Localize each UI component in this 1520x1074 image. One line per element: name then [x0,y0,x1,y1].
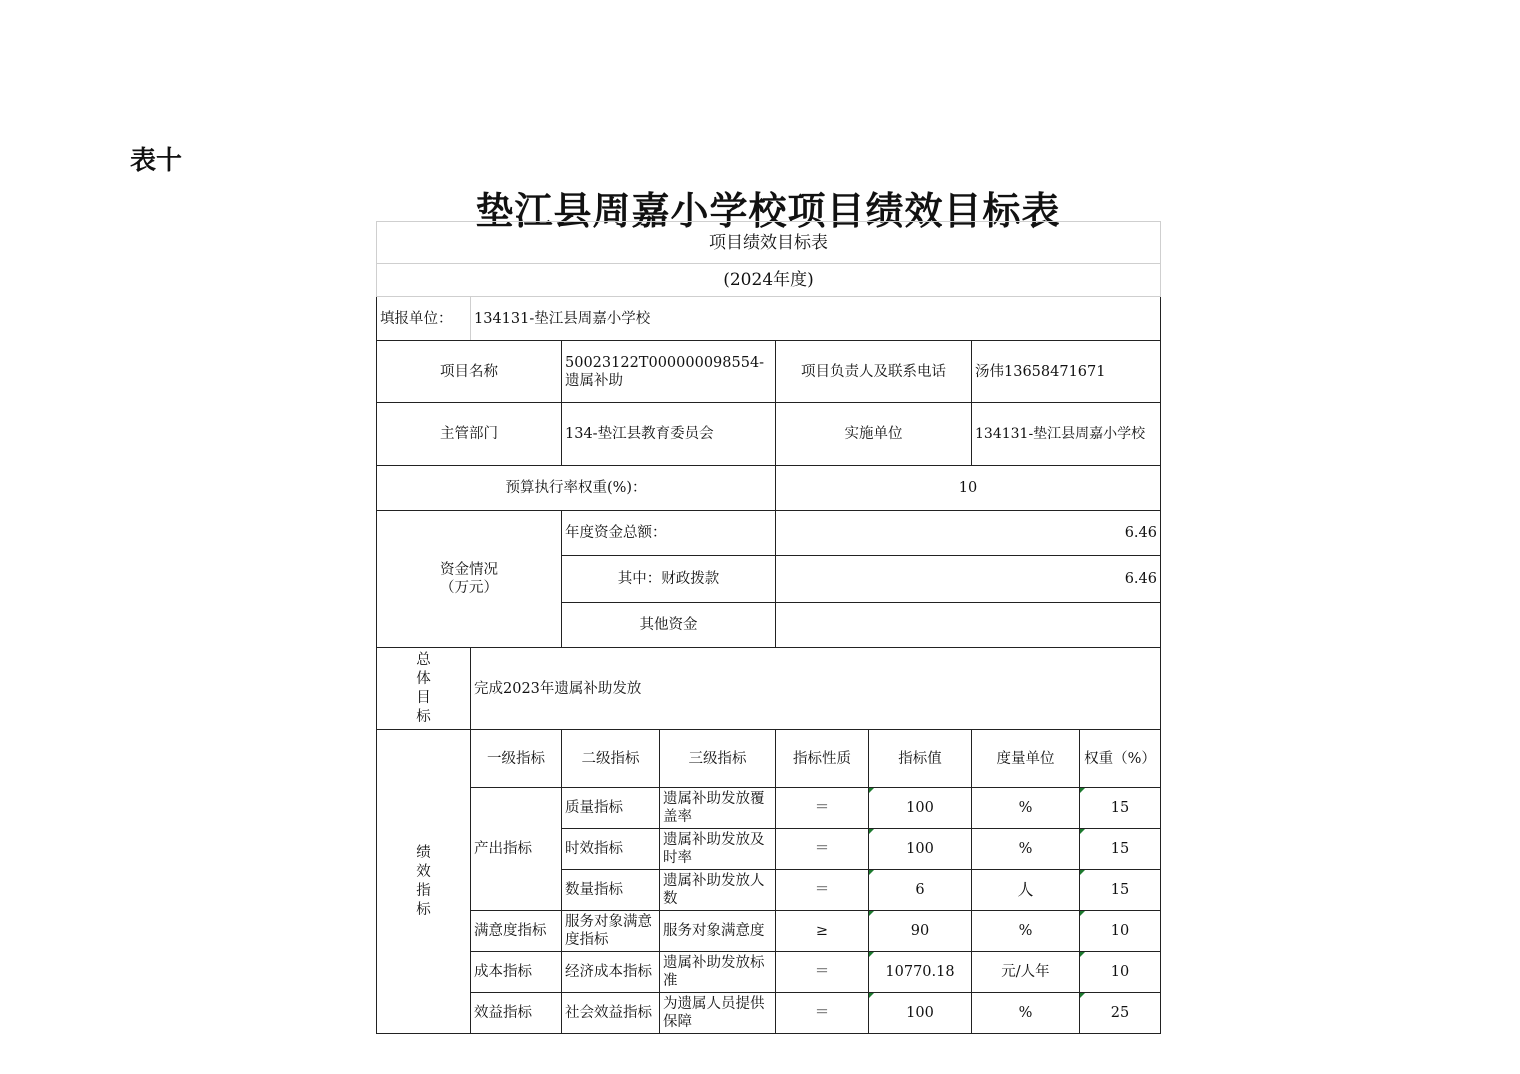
funds-total-label: 年度资金总额： [562,511,776,556]
header-nature: 指标性质 [776,730,869,788]
value-cell: 90 [869,911,972,952]
weight-cell: 10 [1080,911,1161,952]
budget-rate-value: 10 [776,466,1161,511]
level2-cell: 质量指标 [562,788,660,829]
goal-label-char: 标 [416,708,431,725]
funds-other-value [776,603,1161,648]
level1-cell: 产出指标 [471,788,562,911]
table-row [377,952,1161,993]
level3-cell: 遗属补助发放覆盖率 [660,788,776,829]
nature-cell: ＝ [776,870,869,911]
funds-fiscal-value: 6.46 [776,556,1161,603]
weight-cell: 15 [1080,870,1161,911]
funds-label-line2: （万元） [440,580,498,596]
header-unit: 度量单位 [972,730,1080,788]
goal-label-char: 总 [416,651,431,668]
level2-cell: 数量指标 [562,870,660,911]
value-cell: 100 [869,788,972,829]
indicators-label [377,730,471,1034]
budget-rate-label: 预算执行率权重(%)： [377,466,776,511]
performance-target-table [376,221,1161,1034]
table-row [377,993,1161,1034]
weight-cell: 25 [1080,993,1161,1034]
value-cell: 100 [869,993,972,1034]
level3-cell: 遗属补助发放及时率 [660,829,776,870]
impl-value: 134131-垫江县周嘉小学校 [972,403,1161,466]
level2-cell: 服务对象满意度指标 [562,911,660,952]
unit-cell: % [972,829,1080,870]
indicators-label-char: 效 [416,863,431,880]
unit-cell: 人 [972,870,1080,911]
funds-fiscal-label: 其中：财政拨款 [562,556,776,603]
level2-cell: 经济成本指标 [562,952,660,993]
goal-label [377,648,471,730]
dept-value: 134-垫江县教育委员会 [562,403,776,466]
unit-cell: % [972,911,1080,952]
header-level2: 二级指标 [562,730,660,788]
level3-cell: 服务对象满意度 [660,911,776,952]
level3-cell: 遗属补助发放人数 [660,870,776,911]
main-title: 垫江县周嘉小学校项目绩效目标表 [475,188,1061,233]
project-name-value: 50023122T000000098554-遗属补助 [562,341,776,403]
value-cell: 100 [869,829,972,870]
goal-value: 完成2023年遗属补助发放 [471,648,1161,730]
level2-cell: 社会效益指标 [562,993,660,1034]
page-label: 表十 [130,146,183,176]
table-row [377,788,1161,829]
level3-cell: 为遗属人员提供保障 [660,993,776,1034]
header-level1: 一级指标 [471,730,562,788]
filler-label: 填报单位： [377,297,471,341]
goal-label-char: 目 [416,689,431,706]
level3-cell: 遗属补助发放标准 [660,952,776,993]
nature-cell: ＝ [776,788,869,829]
table-title: 项目绩效目标表 [377,222,1161,264]
year-label: (2024年度) [377,264,1161,297]
level1-cell: 满意度指标 [471,911,562,952]
unit-cell: % [972,993,1080,1034]
value-cell: 10770.18 [869,952,972,993]
project-owner-value: 汤伟13658471671 [972,341,1161,403]
weight-cell: 10 [1080,952,1161,993]
unit-cell: % [972,788,1080,829]
level1-cell: 成本指标 [471,952,562,993]
indicators-label-char: 绩 [416,844,431,861]
dept-label: 主管部门 [377,403,562,466]
header-level3: 三级指标 [660,730,776,788]
project-owner-label: 项目负责人及联系电话 [776,341,972,403]
value-cell: 6 [869,870,972,911]
nature-cell: ≥ [776,911,869,952]
goal-label-char: 体 [416,670,431,687]
level2-cell: 时效指标 [562,829,660,870]
funds-total-value: 6.46 [776,511,1161,556]
nature-cell: ＝ [776,829,869,870]
impl-label: 实施单位 [776,403,972,466]
funds-label-line1: 资金情况 [440,562,498,578]
indicators-label-char: 标 [416,901,431,918]
funds-label [377,511,562,648]
header-value: 指标值 [869,730,972,788]
nature-cell: ＝ [776,952,869,993]
weight-cell: 15 [1080,829,1161,870]
weight-cell: 15 [1080,788,1161,829]
header-weight: 权重（%） [1080,730,1161,788]
unit-cell: 元/人年 [972,952,1080,993]
funds-other-label: 其他资金 [562,603,776,648]
level1-cell: 效益指标 [471,993,562,1034]
filler-value: 134131-垫江县周嘉小学校 [471,297,1161,341]
project-name-label: 项目名称 [377,341,562,403]
table-row [377,911,1161,952]
nature-cell: ＝ [776,993,869,1034]
indicators-label-char: 指 [416,882,431,899]
